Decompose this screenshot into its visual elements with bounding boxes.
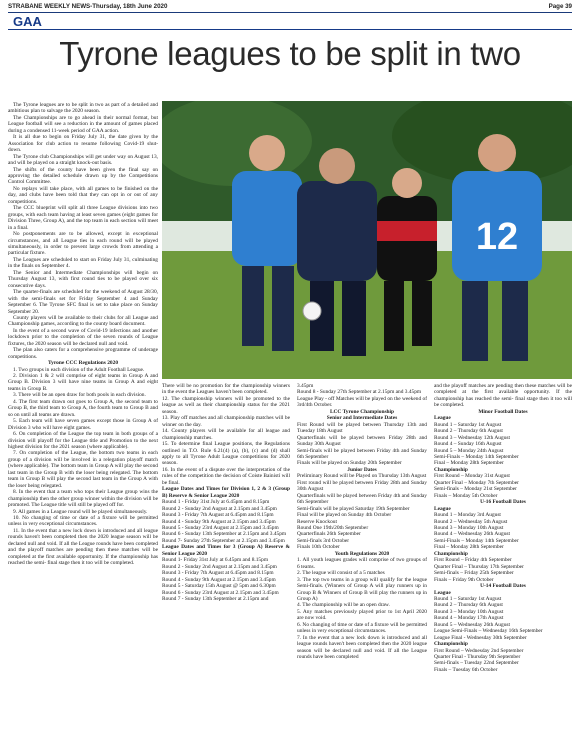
article-paragraph: It is all due to begin on Friday July 31, the date given by the Association for club action to resume following Covid-19 shut-down.: [8, 134, 158, 154]
schedule-line: Round 7- Sunday 27th September at 2.15pm and 3.45pm: [162, 537, 285, 544]
schedule-subheading: League Dates and Times for 3 (Group A) Reserve & Senior League 2020: [162, 544, 290, 557]
schedule-line: Round 1 – Saturday 1st August: [434, 595, 502, 602]
article-paragraph: No postponements are to be allowed, except in exceptional circumstances, and all League ties in each round will be played simultaneously, in order to prevent large crowds from attending a particular fixture.: [8, 231, 158, 257]
regulation-item: 10. No changing of time or date of a fixture will be permitted unless in very exceptional circumstances.: [8, 515, 158, 528]
schedule-line: First Round – Wednesday 2nd September: [434, 647, 524, 654]
schedule-subheading: League: [434, 415, 451, 422]
article-paragraph: The Senior and Intermediate Championships will begin on Thursday August 13, with first round ties to be played over six consecutive days.: [8, 269, 158, 289]
schedule-subheading: League: [434, 505, 451, 512]
schedule-line: Finals – Friday 9th October: [434, 576, 494, 583]
schedule-line: Finals – Monday 5th October: [434, 492, 498, 499]
schedule-line: 3.45pm: [297, 383, 314, 389]
section-tag: GAA: [8, 14, 47, 29]
schedule-line: Round 3 – Monday 10th August: [434, 524, 504, 531]
article-column-1: [162, 383, 290, 727]
schedule-line: 3. The top two teams in a group will qualify for the league Semi-finals. (Winners of Group A will play runners up in Group B & Winners of Group B will play the runners up in Group A): [297, 576, 427, 602]
schedule-line: Preliminary Round will be Played on Thursday 13th August: [297, 473, 427, 480]
schedule-line: Round 6 - Sunday 23rd August at 2.15pm and 3.45pm: [162, 589, 279, 596]
section-rule: [8, 29, 572, 30]
schedule-line: 13. Play off matches and all championship matches will be winner on the day.: [162, 415, 290, 428]
schedule-line: Round 4 – Sunday 16th August: [434, 441, 502, 448]
schedule-line: Round 2 – Thursday 6th August: [434, 602, 503, 609]
paper-date: STRABANE WEEKLY NEWS-Thursday, 18th June 2020: [8, 3, 168, 10]
schedule-line: There will be no promotion for the championship winners in the event the Leagues haven't been completed.: [162, 383, 290, 396]
schedule-line: Round 4 – Monday 17th August: [434, 615, 504, 622]
schedule-line: Finals will be played on Sunday 20th September: [297, 460, 402, 467]
article-paragraph: The Championships are to go ahead in their normal format, but League football will see a reduction in the amount of games placed during a condensed 11-week period of GAA action.: [8, 114, 158, 134]
regulation-item: 5. Each team will have seven games except those in Group A of Division 3 who will have eight games.: [8, 418, 158, 431]
schedule-line: Reserve Knockout: [297, 518, 337, 525]
schedule-line: 1. All youth leagues grades will comprise of two groups of 6 teams.: [297, 557, 427, 570]
schedule-heading: U-16 Football Dates: [480, 499, 526, 506]
jersey-number: 12: [475, 216, 519, 258]
schedule-line: Round 3 – Monday 10th August: [434, 608, 504, 615]
article-paragraph: The CCC blueprint will split all three League divisions into two groups, with each team having at least seven games (eight games for Division Three, Group A), and the top team in each section will meet in a final.: [8, 205, 158, 231]
match-photo-illustration: [162, 101, 572, 379]
schedule-subheading: Championship: [434, 641, 468, 648]
article-paragraph: In the event of a second wave of Covid-19 infections and another lockdown prior to the completion of the seven rounds of League fixtures, the 2020 season will be declared null and void.: [8, 327, 158, 347]
schedule-line: Quarterfinals will be played between Friday 4th and Sunday 6th September: [297, 492, 427, 506]
schedule-line: Round 1- Friday 31st July at 6.45pm and 8.15pm: [162, 557, 269, 564]
schedule-line: Round 3 - Friday 7th August at 6.45pm and 8.15pm: [162, 570, 274, 577]
schedule-line: League Semi-Finals – Wednesday 16th September: [434, 628, 543, 635]
schedule-line: Round 8 - Sunday 27th September at 2.15pm and 3.45pm: [297, 389, 422, 396]
schedule-line: Semi-Finals – Monday 14th September: [434, 453, 519, 460]
schedule-line: and the playoff matches are pending then these matches will be completed at the first available opportunity. If the championship has reached the semi- final stage then it too will be completed.: [434, 383, 572, 409]
article-paragraph: The plan also caters for a comprehensive programme of underage competitions.: [8, 347, 158, 360]
article-column-intro: [8, 102, 158, 727]
schedule-line: Final will be played on Sunday 4th October: [297, 512, 392, 519]
schedule-line: Round 4 - Sunday 9th August at 2.15pm and 3.45pm: [162, 576, 276, 583]
schedule-line: First round will be played between Friday 28th and Sunday 30th August: [297, 479, 427, 493]
schedule-line: Quarter Final – Thursday 17th September: [434, 563, 524, 570]
schedule-line: First Round – Monday 31st August: [434, 473, 510, 480]
schedule-heading: Youth Regulations 2020: [334, 550, 390, 557]
regulation-item: 2. Division 1 & 2 will comprise of eight teams in Group A and Group B. Division 3 will have nine teams in Group A and eight teams in Group B.: [8, 373, 158, 392]
article-paragraph: County players will be available to their clubs for all League and Championship games, according to the county board document.: [8, 314, 158, 328]
article-column-2: [297, 383, 427, 727]
schedule-line: Round 5 – Monday 24th August: [434, 447, 504, 454]
schedule-line: Quarterfinals 26th September: [297, 531, 361, 538]
match-photo: [162, 101, 572, 379]
schedule-line: 2. The league will consist of a 5 matches: [297, 570, 385, 577]
schedule-line: 4. The championship will be an open draw.: [297, 602, 390, 609]
schedule-line: Semi-finals – Friday 25th September: [434, 570, 514, 577]
regulation-item: 7. On completion of the League, the bottom two teams in each group of a division will be involved in a relegation playoff match (where applicable). The bottom team in Group A will play the second last team in the Group B with the loser being relegated. The bottom team in Group B will play the second last team in the Group A with the loser being relegated.: [8, 450, 158, 489]
schedule-line: Finals – Tuesday 6th October: [434, 666, 498, 673]
schedule-line: 12. The championship winners will be promoted to the league as well as their championship status for the 2021 season.: [162, 395, 290, 415]
schedule-heading: Junior Dates: [347, 466, 377, 473]
schedule-line: Round 3 - Friday 7th August at 6.45pm and 8.15pm: [162, 512, 274, 519]
schedule-line: Final – Monday 28th September: [434, 460, 504, 467]
article-paragraph: No replays will take place, with all games to be finished on the day, and clubs have been told that they can opt in or out of any competitions.: [8, 185, 158, 205]
schedule-subheading: Championship: [434, 550, 468, 557]
regulation-item: 8. In the event that a team who tops their League group wins the championship then the other group winner within the division will be promoted. The League title will still be played off for.: [8, 489, 158, 509]
schedule-line: Round 2 – Wednesday 5th August: [434, 518, 508, 525]
schedule-line: Quarter Final - Thursday 9th September: [434, 654, 521, 661]
schedule-subheading: League: [434, 589, 451, 596]
regulation-item: 1. Two groups in each division of the Adult Football League.: [13, 366, 145, 373]
schedule-line: Final – Monday 28th September: [434, 544, 504, 551]
schedule-line: Semi-finals will be played between Friday 4th and Sunday 6th September: [297, 447, 427, 460]
schedule-line: 15. To determine final League positions, the Regulations outlined in T.O. Rule 6.21(4) (a), (b), (c) and (d) shall apply to all Tyrone Adult League competitions for 2020 season.: [162, 441, 290, 467]
regulation-item: 6. On completion of the League the top team in both groups of a division will playoff for the League title and Promotion to the next highest division for the 2021 season (where applicable).: [8, 431, 158, 451]
schedule-line: Round 4 – Wednesday 26th August: [434, 531, 510, 538]
schedule-subheading: Championship: [434, 466, 468, 473]
schedule-line: Round 5 – Wednesday 26th August: [434, 621, 510, 628]
regulation-item: 4. The first team drawn out goes to Group A, the second team to Group B, the third team to Group A, the fourth team to Group B and so on until all teams are drawn.: [8, 398, 158, 418]
header-rule: [8, 12, 572, 13]
schedule-line: Semi-finals 3rd October: [297, 537, 350, 544]
schedule-line: Quarter Final – Monday 7th September: [434, 479, 519, 486]
schedule-line: 14. County players will be available for all league and championship matches.: [162, 428, 290, 441]
schedule-line: Semi-finals will be played Saturday 19th September: [297, 505, 410, 512]
schedule-line: Semi-finals – Tuesday 22nd September: [434, 660, 519, 667]
article-paragraph: The Tyrone leagues are to be split in two as part of a detailed and ambitious plan to salvage the 2020 season.: [8, 102, 158, 115]
schedule-line: 5. Any matches previously played prior to 1st April 2020 are now void.: [297, 608, 427, 622]
article-paragraph: The shifts of the county have been given the final say on approving the detailed schedule drawn up by the Competitions Control Committee.: [8, 166, 158, 186]
schedule-line: Round 7 - Sunday 13th September at 2.15pm and: [162, 595, 269, 602]
schedule-line: First Round – Friday 4th September: [434, 557, 512, 564]
schedule-line: Round 4 - Sunday 9th August at 2.15pm and 3.45pm: [162, 518, 276, 525]
article-subheading: Tyrone CCC Regulations 2020: [47, 360, 119, 367]
schedule-line: Semi-Finals – Monday 14th September: [434, 537, 519, 544]
schedule-line: Round 1 – Saturday 1st August: [434, 421, 502, 428]
regulation-item: 3. There will be an open draw for both pools in each division.: [13, 392, 146, 399]
schedule-line: Quarterfinals will be played between Friday 28th and Sunday 30th August: [297, 434, 427, 448]
schedule-heading: Senior and Intermediate Dates: [326, 415, 398, 422]
article-paragraph: The Leagues are scheduled to start on Friday July 31, culminating in the finals on September 4.: [8, 256, 158, 270]
article-paragraph: The quarter-finals are scheduled for the weekend of August 28/30, with the semi-finals set for Friday September 4 and Sunday September 6. The Tyrone SFC final is set to take place on Sunday September 20.: [8, 289, 158, 315]
schedule-line: Round 5 - Saturday 15th August @ 5pm and 6.30pm: [162, 583, 276, 590]
schedule-line: 7. In the event that a new lock down is introduced and all league rounds haven't been completed then the 2020 league season will be declared null and void. If all the League rounds have been completed: [297, 634, 427, 661]
schedule-line: 6. No changing of time or date of a fixture will be permitted unless in very exceptional circumstances.: [297, 621, 427, 635]
regulation-item: 9. All games in a League round will be played simultaneously.: [13, 508, 148, 515]
schedule-line: Finals 10th October: [297, 544, 340, 551]
schedule-line: Round 1 - Friday 31st July at 6.45pm and 8.15pm: [162, 499, 270, 506]
schedule-heading: LCC Tyrone Championship: [329, 408, 395, 415]
schedule-line: Semi-finals – Monday 21st September: [434, 486, 517, 493]
schedule-line: League Final - Wednesday 30th September: [434, 634, 527, 641]
schedule-heading: U-14 Football Dates: [480, 583, 526, 590]
schedule-line: League Play - off Matches will be played on the weekend of 3rd/4th October.: [297, 395, 427, 409]
football: [303, 302, 321, 320]
schedule-line: Round 5 - Sunday 23rd August at 2.15pm and 3.45pm: [162, 524, 279, 531]
schedule-line: Round 1 – Monday 3rd August: [434, 512, 501, 519]
schedule-line: 16. In the event of a dispute over the interpretation of the rules of the competition the decision of Coiste Bainistí will be final.: [162, 466, 290, 486]
schedule-line: Round 2 - Sunday 2nd August at 2.15pm and 3.45pm: [162, 563, 277, 570]
schedule-line: First Round will be played between Thursday 13th and Tuesday 18th August: [297, 421, 427, 435]
article-paragraph: The Tyrone club Championships will get under way on August 13, and will be played on a straight knock-out basis.: [8, 153, 158, 167]
headline: Tyrone leagues to be split in two: [59, 35, 521, 72]
page-number: Page 39: [548, 3, 572, 10]
schedule-subheading: League Dates and Times for Division 1, 2 & 3 (Group B) Reserve & Senior League 2020: [162, 486, 290, 499]
schedule-heading: Minor Football Dates: [478, 408, 528, 415]
schedule-line: Round 6 - Sunday 13th September at 2.15pm and 3.45pm: [162, 531, 287, 538]
schedule-line: Round 2 - Sunday 2nd August at 2.15pm and 3.45pm: [162, 505, 277, 512]
article-column-3: [434, 383, 572, 727]
schedule-line: Round 2 – Thursday 6th August: [434, 428, 503, 435]
regulation-item: 11. In the event that a new lock down is introduced and all league rounds haven't been completed then the 2020 league season will be declared null and void. If all the League rounds have been completed and the playoff matches are pending then these matches will be completed at the first available opportunity. If the championship has reached the semi- final stage then it too will be completed.: [8, 527, 158, 567]
schedule-line: Round One 19th/20th September: [297, 524, 369, 531]
schedule-line: Round 3 – Wednesday 12th August: [434, 434, 510, 441]
